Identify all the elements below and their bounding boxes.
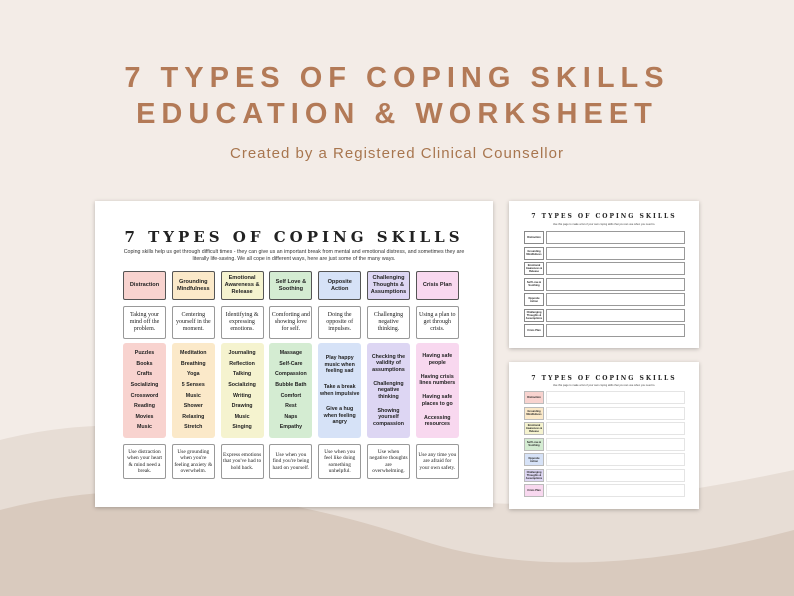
- worksheet-row-label: Emotional Awareness & Release: [525, 424, 543, 433]
- worksheet-answer-field[interactable]: [546, 262, 685, 275]
- worksheet-row: [524, 391, 684, 404]
- sheet-title: 7 TYPES OF COPING SKILLS: [124, 228, 464, 246]
- worksheet-title: 7 TYPES OF COPING SKILLS: [531, 213, 677, 220]
- skill-item: Challenging negative thinking: [373, 380, 404, 400]
- skill-item: Bubble Bath: [275, 381, 307, 388]
- worksheet-page-colored: [509, 362, 699, 509]
- worksheet-row-label: Self Love & Soothing: [524, 438, 544, 451]
- skill-item: Talking: [233, 371, 252, 378]
- skill-item: Socializing: [228, 381, 256, 388]
- skill-item: Books: [136, 360, 153, 367]
- skill-item: Relaxing: [182, 413, 205, 420]
- worksheet-row: [524, 231, 684, 244]
- column-definition: Comforting and showing love for self.: [269, 306, 312, 339]
- worksheet-row: [524, 453, 684, 466]
- worksheet-row: [524, 247, 684, 260]
- worksheet-answer-field[interactable]: [546, 309, 685, 322]
- worksheet-row-label: Opposite Action: [524, 293, 544, 306]
- worksheet-row: [524, 324, 684, 337]
- skill-item: Stretch: [184, 424, 203, 431]
- column-skill-list: [416, 343, 459, 438]
- worksheet-page-plain: [509, 201, 699, 348]
- skill-item: Singing: [232, 424, 252, 431]
- worksheet-row: [524, 484, 684, 497]
- skill-item: Having safe people: [422, 353, 453, 366]
- worksheet-row: [524, 278, 684, 291]
- column-when-to-use: Use when you feel like doing something unhelpful.: [318, 444, 361, 479]
- column-header: Emotional Awareness & Release: [221, 271, 264, 300]
- column-when-to-use: Express emotions that you've had to hold back.: [221, 444, 264, 479]
- skill-item: Play happy music when feeling sad: [324, 355, 355, 375]
- worksheet-answer-field[interactable]: [546, 453, 685, 466]
- skill-item: Yoga: [187, 371, 200, 378]
- worksheet-title: 7 TYPES OF COPING SKILLS: [531, 375, 677, 382]
- column-when-to-use: Use distraction when your heart & mind need a break.: [123, 444, 166, 479]
- column-header: Distraction: [123, 271, 166, 300]
- skill-item: Comfort: [280, 392, 302, 399]
- skill-item: Breathing: [180, 360, 206, 367]
- column-definition: Centering yourself in the moment.: [172, 306, 215, 339]
- skill-item: Take a break when impulsive: [319, 384, 360, 397]
- worksheet-row: [524, 407, 684, 420]
- worksheet-row: [524, 422, 684, 435]
- skill-item: Meditation: [180, 350, 207, 357]
- skill-item: Having crisis lines numbers: [419, 373, 456, 387]
- column-definition: Doing the opposite of impulses.: [318, 306, 361, 339]
- skill-item: Empathy: [279, 424, 303, 431]
- column-header: Challenging Thoughts & Assumptions: [367, 271, 410, 300]
- worksheet-row-label: Self Love & Soothing: [524, 278, 544, 291]
- column-skill-list: [123, 343, 166, 438]
- worksheet-row: [524, 293, 684, 306]
- skill-item: Puzzles: [134, 350, 155, 357]
- worksheet-row-label: Grounding Mindfulness: [524, 407, 544, 420]
- worksheet-answer-field[interactable]: [546, 438, 685, 451]
- column-skill-list: [318, 343, 361, 438]
- column-definition: Identifying & expressing emotions.: [221, 306, 264, 339]
- column-skill-list: [221, 343, 264, 438]
- column-definition: Using a plan to get through crisis.: [416, 306, 459, 339]
- skill-item: Movies: [135, 413, 154, 420]
- worksheet-answer-field[interactable]: [546, 407, 685, 420]
- worksheet-answer-field[interactable]: [546, 484, 685, 497]
- column-when-to-use: Use grounding when you're feeling anxiety & overwhelm.: [172, 444, 215, 479]
- worksheet-row-label: Emotional Awareness & Release: [525, 264, 543, 273]
- column-header: Crisis Plan: [416, 271, 459, 300]
- worksheet-answer-field[interactable]: [546, 293, 685, 306]
- column-definition: Challenging negative thinking.: [367, 306, 410, 339]
- column-when-to-use: Use when negative thoughts are overwhelming.: [367, 444, 410, 479]
- education-sheet: [95, 201, 493, 507]
- worksheet-row-label: Opposite Action: [524, 453, 544, 466]
- worksheet-row: [524, 469, 684, 482]
- column-header: Grounding Mindfulness: [172, 271, 215, 300]
- worksheet-row: [524, 309, 684, 322]
- skill-item: Checking the validity of assumptions: [371, 353, 406, 373]
- skill-item: Accessing resources: [424, 414, 451, 428]
- column-skill-list: [172, 343, 215, 438]
- worksheet-row: [524, 438, 684, 451]
- sheet-intro: Coping skills help us get through difficult times - they can give us an important break from mental and emotional distress, and sometimes they are literally life-saving. We all cope in different ways, here are just some of the many ways.: [123, 249, 465, 262]
- skill-item: Massage: [279, 350, 303, 357]
- worksheet-answer-field[interactable]: [546, 391, 685, 404]
- skill-item: Crossword: [130, 392, 159, 399]
- hero-subtitle: Created by a Registered Clinical Counsellor: [230, 145, 564, 162]
- skill-item: Socializing: [130, 381, 159, 388]
- skill-item: Music: [136, 424, 152, 431]
- skill-item: Music: [185, 392, 201, 399]
- skill-item: Crafts: [136, 371, 153, 378]
- worksheet-answer-field[interactable]: [546, 247, 685, 260]
- column-when-to-use: Use any time you are afraid for your own safety.: [416, 444, 459, 479]
- column-header: Opposite Action: [318, 271, 361, 300]
- worksheet-row-label: Challenging Thoughts & Assumptions: [525, 310, 543, 320]
- worksheet-row-label: Crisis Plan: [524, 324, 544, 337]
- column-header: Self Love & Soothing: [269, 271, 312, 300]
- skill-item: Compassion: [274, 371, 307, 378]
- skill-item: Rest: [285, 403, 297, 410]
- worksheet-answer-field[interactable]: [546, 469, 685, 482]
- worksheet-row-label: Distraction: [524, 231, 544, 244]
- worksheet-answer-field[interactable]: [546, 422, 685, 435]
- skill-item: Music: [234, 413, 250, 420]
- skill-item: Give a hug when feeling angry: [323, 406, 356, 426]
- worksheet-instruction: Use this page to make a list of your own coping skills that you can use when you need to.: [552, 223, 656, 226]
- column-skill-list: [367, 343, 410, 438]
- skill-item: Self-Care: [279, 360, 303, 367]
- hero-title-line-2: EDUCATION & WORKSHEET: [136, 98, 658, 130]
- worksheet-answer-field[interactable]: [546, 324, 685, 337]
- worksheet-row-label: Crisis Plan: [524, 484, 544, 497]
- skill-item: Writing: [233, 392, 252, 399]
- skill-item: Drawing: [231, 403, 253, 410]
- worksheet-answer-field[interactable]: [546, 278, 685, 291]
- skill-item: Shower: [183, 403, 203, 410]
- column-definition: Taking your mind off the problem.: [123, 306, 166, 339]
- hero-title-line-1: 7 TYPES OF COPING SKILLS: [124, 62, 670, 94]
- skill-item: Naps: [284, 413, 298, 420]
- column-when-to-use: Use when you find you're being hard on yourself.: [269, 444, 312, 479]
- skill-item: Reflection: [229, 360, 255, 367]
- worksheet-row: [524, 262, 684, 275]
- worksheet-row-label: Grounding Mindfulness: [524, 247, 544, 260]
- skill-item: Showing yourself compassion: [373, 407, 404, 427]
- worksheet-row-label: Distraction: [524, 391, 544, 404]
- skill-item: Having safe places to go: [421, 394, 453, 407]
- skill-item: 5 Senses: [181, 381, 205, 388]
- column-skill-list: [269, 343, 312, 438]
- worksheet-instruction: Use this page to make a list of your own coping skills that you can use when you need to.: [552, 384, 656, 387]
- worksheet-row-label: Challenging Thoughts & Assumptions: [525, 470, 543, 480]
- worksheet-answer-field[interactable]: [546, 231, 685, 244]
- skill-item: Journaling: [228, 350, 256, 357]
- skill-item: Reading: [134, 403, 155, 410]
